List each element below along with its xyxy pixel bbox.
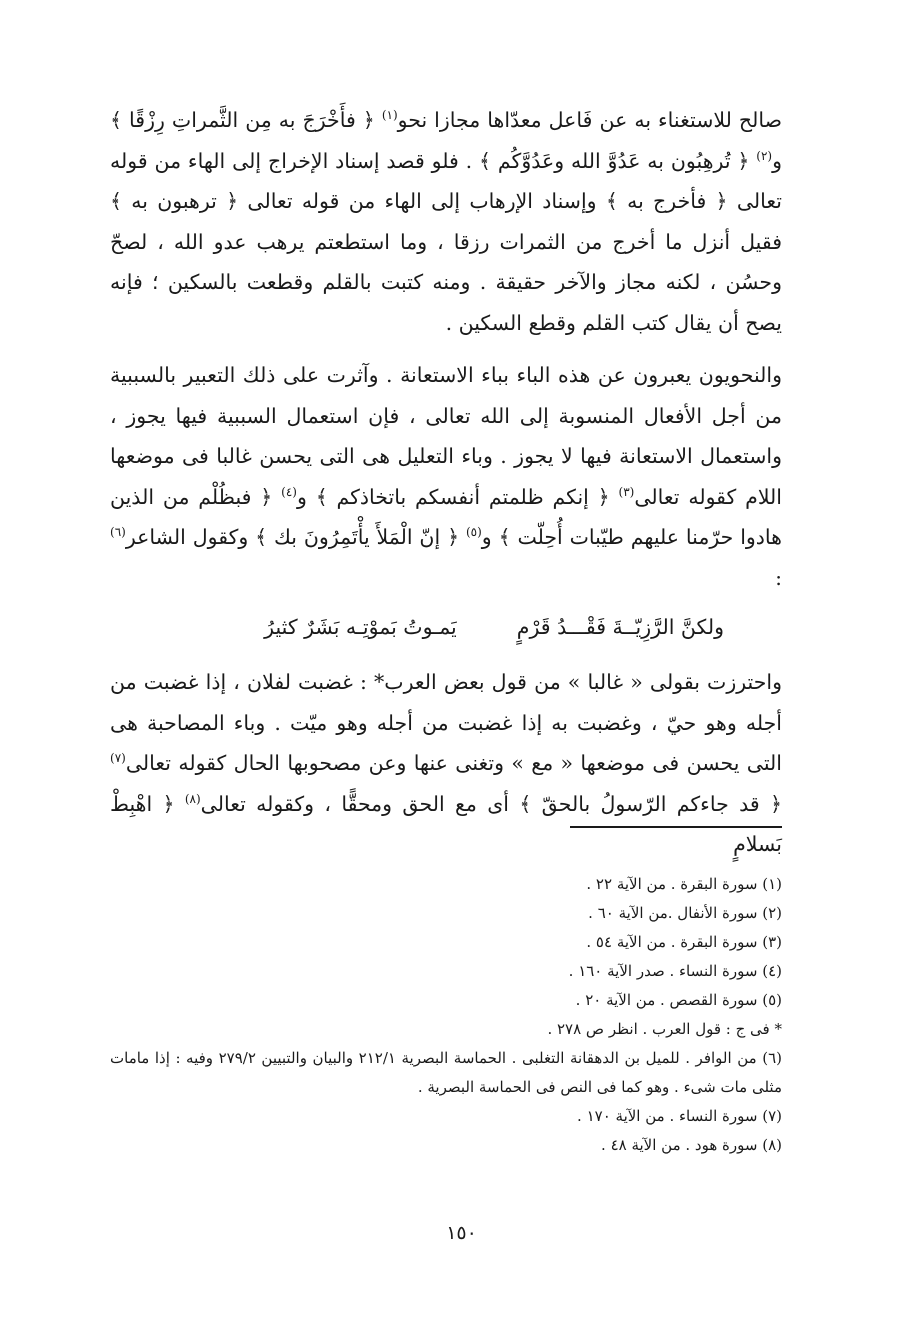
text-run: والنحويون يعبرون عن هذه الباء بباء الاستعانة . وآثرت على ذلك التعبير بالسببية من أجل الأفعال المنسوبة إلى الله تعالى ، فإن استعمال السببية فيها يجوز ، واستعمال الاستعانة فيها لا يجوز . وباء التعليل هى التى يحسن غالبا فى موضعها اللام كقوله تعالى: [110, 363, 782, 509]
footnote-ref: (٦): [110, 525, 126, 540]
footnote-2: (٢) سورة الأنفال .من الآية ٦٠ .: [588, 904, 782, 922]
poem-hemistich-1: ولكنَّ الرَّزِيّــةَ فَقْـــدُ قَرْمٍ: [516, 615, 724, 639]
footnotes: [110, 870, 782, 1160]
page-number: ١٥٠: [446, 1222, 477, 1244]
footnote-ref: (٤): [281, 484, 297, 499]
footnote-ref: (٢): [756, 148, 773, 163]
main-text: [110, 100, 782, 865]
footnote-ref: (٣): [618, 484, 635, 499]
footnote-ref: (٧): [110, 751, 126, 766]
text-run: ﴿ فبظُلْم من الذين هادوا حرّمنا عليهم طيّبات أُحِلّت ﴾ و: [110, 484, 782, 549]
text-run: ﴿ قد جاءكم الرّسولُ بالحقّ ﴾ أى مع الحق ومحقًّا ، وكقوله تعالى: [200, 791, 782, 816]
footnote-ref: (٥): [465, 525, 482, 540]
text-run: ﴿ فأَخْرَجَ به مِن الثَّمراتِ رِزْقًا ﴾ و: [110, 108, 782, 173]
poem-hemistich-2: يَمـوتُ بَموْتِـه بَشَرٌ كثيرُ: [264, 615, 457, 639]
text-run: ﴿ اهْبِطْ بَسلامٍ: [110, 791, 782, 856]
footnote-asterisk: * فى ج : قول العرب . انظر ص ٢٧٨ .: [547, 1020, 782, 1038]
footnote-6: (٦) من الوافر . للميل بن الدهقانة التغلبى . الحماسة البصرية ٢١٢/١ والبيان والتبيين ٢٧٩/٢ وفيه : إذا مامات مثلى مات شىء . وهو كما فى النص فى الحماسة البصرية .: [110, 1049, 782, 1096]
footnote-4: (٤) سورة النساء . صدر الآية ١٦٠ .: [568, 962, 782, 980]
footnote-7: (٧) سورة النساء . من الآية ١٧٠ .: [577, 1107, 782, 1125]
footnote-ref: (١): [381, 108, 398, 123]
footnote-8: (٨) سورة هود . من الآية ٤٨ .: [601, 1136, 782, 1154]
poem-verse: [110, 604, 782, 650]
text-run: صالح للاستغناء به عن فَاعل معدّاها مجازا نحو: [397, 108, 782, 132]
paragraph-3: [110, 662, 782, 865]
text-run: ﴿ إنكم ظلمتم أنفسكم باتخاذكم ﴾ و: [296, 484, 619, 509]
footnote-1: (١) سورة البقرة . من الآية ٢٢ .: [586, 875, 782, 893]
footnote-5: (٥) سورة القصص . من الآية ٢٠ .: [575, 991, 782, 1009]
paragraph-2: [110, 355, 782, 598]
footnote-3: (٣) سورة البقرة . من الآية ٥٤ .: [586, 933, 782, 951]
text-run: واحترزت بقولى « غالبا » من قول بعض العرب* : غضبت لفلان ، إذا غضبت من أجله وهو حيّ ، وغضبت به إذا غضبت من أجله وهو ميّت . وباء المصاحبة هى التى يحسن فى موضعها « مع » وتغنى عنها وعن مصحوبها الحال كقوله تعالى: [110, 670, 782, 775]
text-run: ﴿ تُرهِبُون به عَدُوَّ الله وعَدُوَّكُم ﴾ . فلو قصد إسناد الإخراج إلى الهاء من قوله تعالى ﴿ فأخرج به ﴾ وإسناد الإرهاب إلى الهاء من قوله تعالى ﴿ ترهبون به ﴾ فقيل أنزل ما أخرج من الثمرات رزقا ، وما استطعتم يرهب عدو الله ، لصحّ وحسُن ، لكنه مجاز والآخر حقيقة . ومنه كتبت بالقلم وقطعت بالسكين ؛ فإنه يصح أن يقال كتب القلم وقطع السكين .: [110, 148, 782, 335]
paragraph-1: [110, 100, 782, 343]
footnote-separator: [570, 826, 782, 828]
text-run: ﴿ إنّ الْمَلأَ يأْتَمِرُونَ بك ﴾ وكقول الشاعر: [125, 525, 466, 549]
text-run: :: [775, 565, 782, 590]
footnote-ref: (٨): [184, 791, 201, 806]
